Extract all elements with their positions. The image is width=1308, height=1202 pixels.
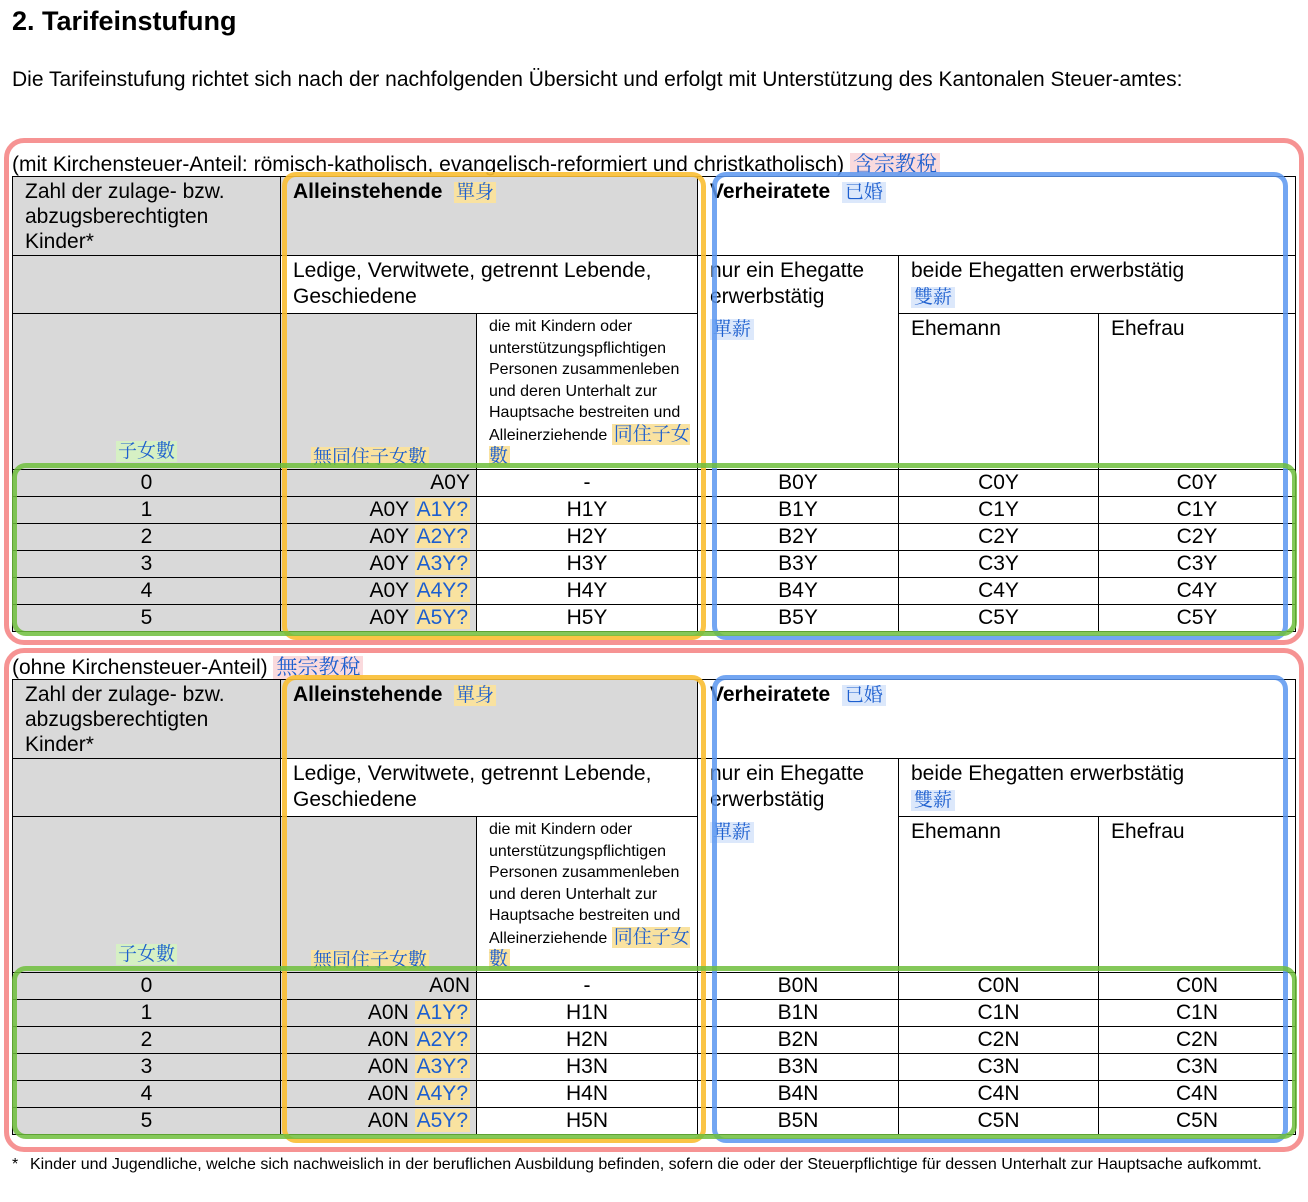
wife-code-cell: C4Y [1099, 577, 1296, 604]
table-row [13, 1053, 1296, 1080]
single-with-children-code-cell: H4Y [477, 577, 698, 604]
wife-code-cell: C1Y [1099, 496, 1296, 523]
wife-code-cell: C3N [1099, 1053, 1296, 1080]
both-earners-annotation: 雙薪 [911, 790, 955, 811]
tariff-code-annotation: A5Y? [416, 605, 468, 629]
husband-code-cell: C4N [899, 1080, 1099, 1107]
table-caption-church-tax [12, 148, 940, 178]
empty-header-cell [13, 759, 281, 817]
children-count-header: Zahl der zulage- bzw. abzugsberechtigten Kinder* [13, 680, 281, 759]
children-count-cell: 1 [13, 999, 281, 1026]
one-earner-annotation: 單薪 [710, 822, 754, 843]
with-children-desc: die mit Kindern oder unterstützungspflichtigen Personen zusammenleben und deren Unterhalt zur Hauptsache bestreiten und Alleinerziehende [489, 318, 681, 444]
no-cohab-cell [281, 314, 477, 470]
husband-code-cell: C3Y [899, 550, 1099, 577]
table-row [13, 469, 1296, 496]
wife-code-cell: C2N [1099, 1026, 1296, 1053]
married-one-earner-code-cell: B2N [698, 1026, 899, 1053]
with-children-desc: die mit Kindern oder unterstützungspflichtigen Personen zusammenleben und deren Unterhalt zur Hauptsache bestreiten und Alleinerziehende [489, 821, 681, 947]
single-no-cohab-code-cell [281, 496, 477, 523]
single-with-children-code-cell: H5N [477, 1107, 698, 1134]
children-count-annotation: 子女數 [117, 943, 175, 965]
married-one-earner-code-cell: B4Y [698, 577, 899, 604]
single-no-cohab-code-cell [281, 577, 477, 604]
children-count-cell: 4 [13, 1080, 281, 1107]
tariff-code-annotation: A1Y? [416, 1000, 468, 1024]
single-with-children-code-cell: H1Y [477, 496, 698, 523]
single-with-children-code-cell: H4N [477, 1080, 698, 1107]
single-with-children-code-cell: H3N [477, 1053, 698, 1080]
wife-code-cell: C5N [1099, 1107, 1296, 1134]
married-annotation: 已婚 [842, 685, 886, 706]
with-children-desc-cell [477, 817, 698, 973]
husband-code-cell: C0Y [899, 469, 1099, 496]
tariff-code: A0Y [369, 578, 409, 602]
caption-text: (mit Kirchensteuer-Anteil: römisch-katholisch, evangelisch-reformiert und christkatholisch) [12, 153, 845, 176]
caption-annotation: 含宗教稅 [850, 153, 940, 176]
married-one-earner-code-cell: B5Y [698, 604, 899, 631]
single-with-children-code-cell: H5Y [477, 604, 698, 631]
married-one-earner-code-cell: B5N [698, 1107, 899, 1134]
wife-header: Ehefrau [1099, 817, 1296, 973]
single-no-cohab-code-cell [281, 550, 477, 577]
tariff-code-annotation: A2Y? [416, 1027, 468, 1051]
table-row [13, 1026, 1296, 1053]
married-one-earner-code-cell: B3Y [698, 550, 899, 577]
single-no-cohab-code-cell [281, 1080, 477, 1107]
children-count-cell: 3 [13, 550, 281, 577]
husband-header: Ehemann [899, 314, 1099, 470]
tariff-code-annotation: A2Y? [416, 524, 468, 548]
one-earner-label: nur ein Ehegatte erwerbstätig [710, 259, 865, 308]
one-earner-annotation: 單薪 [710, 319, 754, 340]
children-count-cell: 0 [13, 469, 281, 496]
tariff-code: A0N [367, 1054, 409, 1078]
single-with-children-code-cell: H1N [477, 999, 698, 1026]
cohab-annotation: 同住子女數 [489, 926, 690, 970]
husband-code-cell: C1N [899, 999, 1099, 1026]
one-earner-label: nur ein Ehegatte erwerbstätig [710, 762, 865, 811]
caption-annotation: 無宗教稅 [273, 656, 363, 679]
both-earners-header [899, 759, 1296, 817]
single-annotation: 單身 [456, 685, 495, 706]
children-count-cell: 5 [13, 604, 281, 631]
single-with-children-code-cell: - [477, 972, 698, 999]
children-count-cell: 4 [13, 577, 281, 604]
tariff-code-annotation: A4Y? [416, 1081, 468, 1105]
married-one-earner-code-cell: B3N [698, 1053, 899, 1080]
married-one-earner-code-cell: B0N [698, 972, 899, 999]
footnote-text: Kinder und Jugendliche, welche sich nachweislich in der beruflichen Ausbildung befinden, sofern die oder der Steuerpflichtige für dessen Unterhalt zur Hauptsache aufkommt. [30, 1156, 1262, 1173]
no-cohab-annotation: 無同住子女數 [313, 446, 428, 468]
tariff-code: A0N [367, 1081, 409, 1105]
children-count-cell: 2 [13, 1026, 281, 1053]
wife-code-cell: C1N [1099, 999, 1296, 1026]
with-children-desc-cell [477, 314, 698, 470]
married-one-earner-code-cell: B1Y [698, 496, 899, 523]
table-row [13, 972, 1296, 999]
husband-code-cell: C1Y [899, 496, 1099, 523]
wife-code-cell: C0Y [1099, 469, 1296, 496]
single-no-cohab-code-cell [281, 1026, 477, 1053]
cohab-annotation: 同住子女數 [489, 423, 690, 467]
single-header [281, 680, 698, 759]
both-earners-label: beide Ehegatten erwerbstätig [911, 762, 1185, 785]
table-row [13, 550, 1296, 577]
intro-paragraph: Die Tarifeinstufung richtet sich nach der nachfolgenden Übersicht und erfolgt mit Unterstützung des Kantonalen Steuer-amtes: [12, 68, 1183, 91]
table-row [13, 1080, 1296, 1107]
single-annotation: 單身 [456, 182, 495, 203]
single-with-children-code-cell: H2Y [477, 523, 698, 550]
wife-code-cell: C5Y [1099, 604, 1296, 631]
married-one-earner-code-cell: B0Y [698, 469, 899, 496]
children-annotation-cell [13, 314, 281, 470]
single-no-cohab-code-cell [281, 1053, 477, 1080]
children-count-cell: 3 [13, 1053, 281, 1080]
husband-code-cell: C2N [899, 1026, 1099, 1053]
single-no-cohab-code-cell [281, 999, 477, 1026]
tariff-code: A0Y [369, 497, 409, 521]
both-earners-label: beide Ehegatten erwerbstätig [911, 259, 1185, 282]
table-row [13, 1107, 1296, 1134]
married-header [698, 680, 1296, 759]
children-count-header: Zahl der zulage- bzw. abzugsberechtigten Kinder* [13, 177, 281, 256]
tariff-code: A0Y [369, 524, 409, 548]
single-no-cohab-code-cell [281, 469, 477, 496]
single-no-cohab-code-cell [281, 523, 477, 550]
married-annotation: 已婚 [842, 182, 886, 203]
husband-code-cell: C5Y [899, 604, 1099, 631]
tariff-table-church-tax [12, 176, 1296, 632]
both-earners-annotation: 雙薪 [911, 287, 955, 308]
single-header-label: Alleinstehende [293, 683, 443, 706]
tariff-code-annotation: A5Y? [416, 1108, 468, 1132]
wife-code-cell: C3Y [1099, 550, 1296, 577]
both-earners-header [899, 256, 1296, 314]
tariff-code: A0Y [369, 551, 409, 575]
children-count-cell: 1 [13, 496, 281, 523]
tariff-code: A0Y [369, 605, 409, 629]
table-caption-no-church-tax [12, 651, 363, 681]
single-no-cohab-code-cell [281, 604, 477, 631]
table-row [13, 604, 1296, 631]
tariff-code-annotation: A3Y? [416, 1054, 468, 1078]
married-header-label: Verheiratete [710, 180, 831, 203]
married-header-label: Verheiratete [710, 683, 831, 706]
single-with-children-code-cell: H3Y [477, 550, 698, 577]
one-earner-header [698, 256, 899, 470]
tariff-code: A0N [367, 1000, 409, 1024]
children-count-cell: 2 [13, 523, 281, 550]
section-heading: 2. Tarifeinstufung [12, 6, 237, 36]
no-cohab-annotation: 無同住子女數 [313, 949, 428, 971]
single-header [281, 177, 698, 256]
tariff-table-no-church-tax [12, 679, 1296, 1135]
tariff-code: A0Y [430, 470, 470, 494]
single-with-children-code-cell: H2N [477, 1026, 698, 1053]
children-count-annotation: 子女數 [117, 440, 175, 462]
one-earner-header [698, 759, 899, 973]
wife-code-cell: C0N [1099, 972, 1296, 999]
table-row [13, 577, 1296, 604]
tariff-code: A0N [367, 1027, 409, 1051]
married-one-earner-code-cell: B4N [698, 1080, 899, 1107]
single-no-cohab-code-cell [281, 972, 477, 999]
married-one-earner-code-cell: B1N [698, 999, 899, 1026]
caption-text: (ohne Kirchensteuer-Anteil) [12, 656, 268, 679]
single-with-children-code-cell: - [477, 469, 698, 496]
husband-code-cell: C3N [899, 1053, 1099, 1080]
husband-code-cell: C2Y [899, 523, 1099, 550]
tariff-code-annotation: A1Y? [416, 497, 468, 521]
husband-code-cell: C4Y [899, 577, 1099, 604]
table-row [13, 999, 1296, 1026]
tariff-code-annotation: A4Y? [416, 578, 468, 602]
table-row [13, 496, 1296, 523]
single-subheader: Ledige, Verwitwete, getrennt Lebende, Geschiedene [281, 759, 698, 817]
wife-code-cell: C2Y [1099, 523, 1296, 550]
tariff-code: A0N [367, 1108, 409, 1132]
married-one-earner-code-cell: B2Y [698, 523, 899, 550]
wife-header: Ehefrau [1099, 314, 1296, 470]
footnote [12, 1154, 1292, 1175]
empty-header-cell [13, 256, 281, 314]
wife-code-cell: C4N [1099, 1080, 1296, 1107]
children-count-cell: 5 [13, 1107, 281, 1134]
no-cohab-cell [281, 817, 477, 973]
married-header [698, 177, 1296, 256]
single-header-label: Alleinstehende [293, 180, 443, 203]
single-no-cohab-code-cell [281, 1107, 477, 1134]
children-annotation-cell [13, 817, 281, 973]
table-row [13, 523, 1296, 550]
husband-code-cell: C0N [899, 972, 1099, 999]
footnote-mark: * [12, 1156, 19, 1173]
tariff-code-annotation: A3Y? [416, 551, 468, 575]
children-count-cell: 0 [13, 972, 281, 999]
husband-code-cell: C5N [899, 1107, 1099, 1134]
single-subheader: Ledige, Verwitwete, getrennt Lebende, Geschiedene [281, 256, 698, 314]
husband-header: Ehemann [899, 817, 1099, 973]
tariff-code: A0N [429, 973, 470, 997]
